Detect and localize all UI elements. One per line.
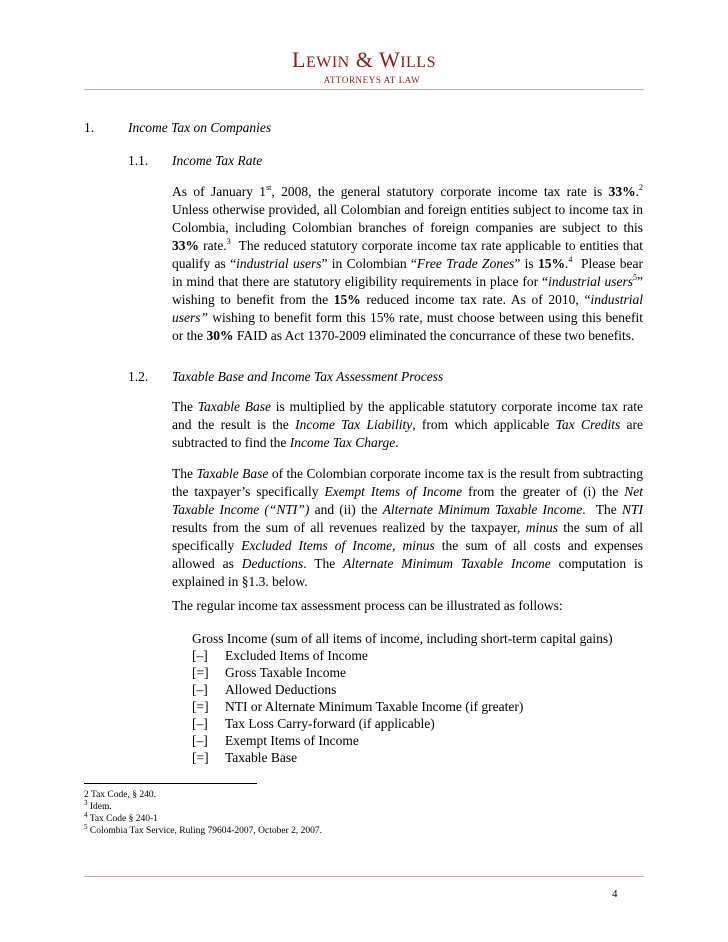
subsection-title: Income Tax Rate bbox=[172, 153, 263, 168]
subsection-number: 1.2. bbox=[128, 369, 149, 384]
firm-subtitle: ATTORNEYS AT LAW bbox=[323, 75, 421, 85]
footnote-5: $^5$ Colombia Tax Service, Ruling 79604-2007, October 2, 2007. bbox=[84, 823, 323, 836]
footnote-3: $^3$ Idem. bbox=[84, 799, 112, 812]
paragraph-taxable-base-intro: The Taxable Base is multiplied by the applicable statutory corporate income tax rate and the result is the Income Tax Liability, from which applicable Tax Credits are subtracted to find the Income Tax Charge. bbox=[172, 399, 644, 450]
paragraph-income-tax-rate: As of January 1st, 2008, the general statutory corporate income tax rate is 33%.$^2$ Unless otherwise provided, all Colombian and foreign entities subject to income tax in Colombia, including Colombian branches of foreign companies are subject to this 33% rate.$^3$ The reduced statutory corporate income tax rate applicable to entities that qualify as “industrial users” in Colombian “Free Trade Zones” is 15%.$^4$ Please bear in mind that there are statutory eligibility requirements in place for “industrial users$^5$” wishing to benefit from the 15% reduced income tax rate. As of 2010, “industrial users” wishing to benefit form this 15% rate, must choose between using this benefit or the 30% FAID as Act 1370-2009 eliminated the concurrance of these two benefits. bbox=[172, 183, 644, 343]
firm-name: LEWIN & WILLS bbox=[292, 47, 436, 72]
footnote-2: 2 Tax Code, § 240. bbox=[84, 790, 156, 800]
footnote-separator bbox=[84, 783, 257, 784]
page-number: 4 bbox=[612, 888, 618, 900]
list-item: Gross Income (sum of all items of income, including short-term capital gains) bbox=[192, 631, 613, 646]
computation-list bbox=[192, 630, 652, 766]
list-item: [–] Exempt Items of Income bbox=[192, 733, 359, 748]
footnote-4: $^4$ Tax Code § 240-1 bbox=[84, 811, 158, 824]
paragraph-process-intro: The regular income tax assessment process can be illustrated as follows: bbox=[172, 598, 563, 613]
footer-rule bbox=[84, 876, 644, 877]
subsection-number: 1.1. bbox=[128, 153, 149, 168]
list-item: [–] Excluded Items of Income bbox=[192, 648, 368, 663]
header-rule bbox=[84, 89, 644, 90]
list-item: [–] Tax Loss Carry-forward (if applicable) bbox=[192, 716, 435, 731]
list-item: [=] Gross Taxable Income bbox=[192, 665, 347, 680]
section-title: Income Tax on Companies bbox=[128, 120, 272, 135]
section-number: 1. bbox=[84, 120, 95, 135]
list-item: [–] Allowed Deductions bbox=[192, 682, 337, 697]
subsection-title: Taxable Base and Income Tax Assessment Process bbox=[172, 369, 444, 384]
list-item: [=] Taxable Base bbox=[192, 750, 298, 765]
paragraph-taxable-base-detail: The Taxable Base of the Colombian corporate income tax is the result from subtracting the taxpayer’s specifically Exempt Items of Income from the greater of (i) the Net Taxable Income (“NTI”) and (ii) the Alternate Minimum Taxable Income. The NTI results from the sum of all revenues realized by the taxpayer, minus the sum of all specifically Excluded Items of Income, minus the sum of all costs and expenses allowed as Deductions. The Alternate Minimum Taxable Income computation is explained in §1.3. below. bbox=[172, 466, 644, 589]
list-item: [=] NTI or Alternate Minimum Taxable Income (if greater) bbox=[192, 699, 524, 714]
